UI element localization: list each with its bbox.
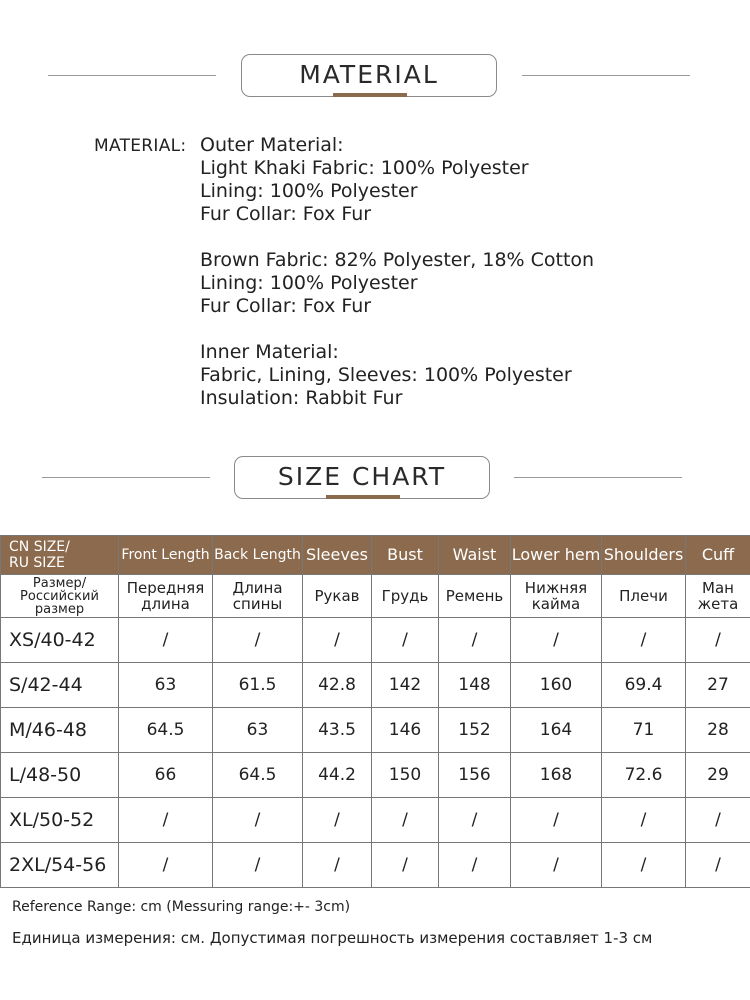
measurement-cell: /	[119, 798, 213, 843]
measurement-cell: 66	[119, 753, 213, 798]
measurement-cell: 72.6	[602, 753, 686, 798]
measurement-cell: /	[119, 843, 213, 888]
size-label-cell: L/48-50	[1, 753, 119, 798]
header-en-cell: CN SIZE/ RU SIZE	[1, 536, 119, 575]
measurement-cell: /	[511, 843, 602, 888]
measurement-cell: 42.8	[303, 663, 372, 708]
material-line: Lining: 100% Polyester	[200, 180, 418, 202]
header-ru-cell: Размер/ Российский размер	[1, 575, 119, 618]
size-chart-divider-left	[42, 477, 210, 478]
measurement-cell: 29	[686, 753, 750, 798]
header-ru-cell: Длина спины	[213, 575, 303, 618]
measurement-cell: /	[511, 618, 602, 663]
measurement-cell: 27	[686, 663, 750, 708]
header-en-cell: Cuff	[686, 536, 750, 575]
material-title-box	[241, 54, 497, 97]
measurement-cell: /	[511, 798, 602, 843]
material-line: Light Khaki Fabric: 100% Polyester	[200, 157, 529, 179]
measurement-cell: /	[213, 618, 303, 663]
measurement-cell: /	[119, 618, 213, 663]
measurement-cell: /	[602, 618, 686, 663]
table-row	[1, 753, 750, 798]
material-divider-left	[48, 75, 216, 76]
material-gap	[200, 226, 594, 249]
header-en-cell: Bust	[372, 536, 439, 575]
header-ru-cell: Ремень	[439, 575, 511, 618]
size-chart-title: SIZE CHART	[277, 462, 447, 491]
size-chart-header-ru	[1, 575, 750, 618]
size-label-cell: 2XL/54-56	[1, 843, 119, 888]
material-line: Insulation: Rabbit Fur	[200, 387, 403, 409]
header-ru-cell: Рукав	[303, 575, 372, 618]
measurement-cell: 160	[511, 663, 602, 708]
material-line: Outer Material:	[200, 134, 344, 156]
measurement-cell: /	[686, 798, 750, 843]
size-chart-title-box	[234, 456, 490, 499]
material-line: Inner Material:	[200, 341, 339, 363]
header-ru-cell: Передняя длина	[119, 575, 213, 618]
measurement-cell: 168	[511, 753, 602, 798]
header-ru-cell: Грудь	[372, 575, 439, 618]
measurement-cell: 63	[213, 708, 303, 753]
size-chart-header-en	[1, 536, 750, 575]
measurement-cell: 69.4	[602, 663, 686, 708]
measurement-cell: /	[439, 798, 511, 843]
measurement-cell: 152	[439, 708, 511, 753]
measurement-cell: /	[439, 618, 511, 663]
table-row	[1, 843, 750, 888]
material-divider-right	[522, 75, 690, 76]
size-label-cell: XS/40-42	[1, 618, 119, 663]
measurement-cell: /	[602, 843, 686, 888]
material-line: Fur Collar: Fox Fur	[200, 295, 372, 317]
size-label-cell: XL/50-52	[1, 798, 119, 843]
measurement-cell: /	[602, 798, 686, 843]
size-chart-divider-right	[514, 477, 682, 478]
size-chart-title-underline	[326, 495, 400, 499]
header-en-cell: Sleeves	[303, 536, 372, 575]
table-row	[1, 663, 750, 708]
measurement-cell: 44.2	[303, 753, 372, 798]
header-ru-cell: Нижняя кайма	[511, 575, 602, 618]
measurement-cell: 150	[372, 753, 439, 798]
measurement-cell: 64.5	[213, 753, 303, 798]
material-line: Fur Collar: Fox Fur	[200, 203, 372, 225]
material-gap	[200, 318, 594, 341]
measurement-cell: 71	[602, 708, 686, 753]
table-row	[1, 708, 750, 753]
measurement-cell: /	[213, 843, 303, 888]
header-en-cell: Shoulders	[602, 536, 686, 575]
measurement-cell: /	[686, 843, 750, 888]
size-label-cell: M/46-48	[1, 708, 119, 753]
measurement-cell: /	[303, 618, 372, 663]
material-title: MATERIAL	[299, 60, 439, 89]
table-row	[1, 798, 750, 843]
size-label-cell: S/42-44	[1, 663, 119, 708]
measurement-note-ru: Единица измерения: см. Допустимая погрешность измерения составляет 1-3 см	[12, 929, 653, 947]
header-ru-cell: Плечи	[602, 575, 686, 618]
material-line: Fabric, Lining, Sleeves: 100% Polyester	[200, 364, 572, 386]
measurement-cell: 164	[511, 708, 602, 753]
measurement-cell: /	[686, 618, 750, 663]
measurement-cell: 156	[439, 753, 511, 798]
header-en-cell: Lower hem	[511, 536, 602, 575]
measurement-cell: 148	[439, 663, 511, 708]
measurement-cell: /	[303, 843, 372, 888]
measurement-cell: 142	[372, 663, 439, 708]
header-en-cell: Front Length	[119, 536, 213, 575]
size-chart-table	[0, 535, 750, 888]
measurement-cell: /	[372, 618, 439, 663]
material-line: Brown Fabric: 82% Polyester, 18% Cotton	[200, 249, 595, 271]
material-label: MATERIAL:	[94, 136, 187, 156]
material-line: Lining: 100% Polyester	[200, 272, 418, 294]
measurement-cell: /	[303, 798, 372, 843]
measurement-cell: /	[372, 843, 439, 888]
measurement-cell: 43.5	[303, 708, 372, 753]
header-en-cell: Waist	[439, 536, 511, 575]
measurement-cell: 28	[686, 708, 750, 753]
measurement-cell: /	[439, 843, 511, 888]
measurement-cell: /	[372, 798, 439, 843]
material-details	[200, 134, 594, 410]
header-en-cell: Back Length	[213, 536, 303, 575]
measurement-cell: 61.5	[213, 663, 303, 708]
measurement-cell: 64.5	[119, 708, 213, 753]
header-ru-cell: Ман жета	[686, 575, 750, 618]
reference-range-note: Reference Range: cm (Messuring range:+- 3cm)	[12, 899, 351, 915]
measurement-cell: /	[213, 798, 303, 843]
material-title-underline	[333, 93, 407, 97]
table-row	[1, 618, 750, 663]
measurement-cell: 63	[119, 663, 213, 708]
measurement-cell: 146	[372, 708, 439, 753]
